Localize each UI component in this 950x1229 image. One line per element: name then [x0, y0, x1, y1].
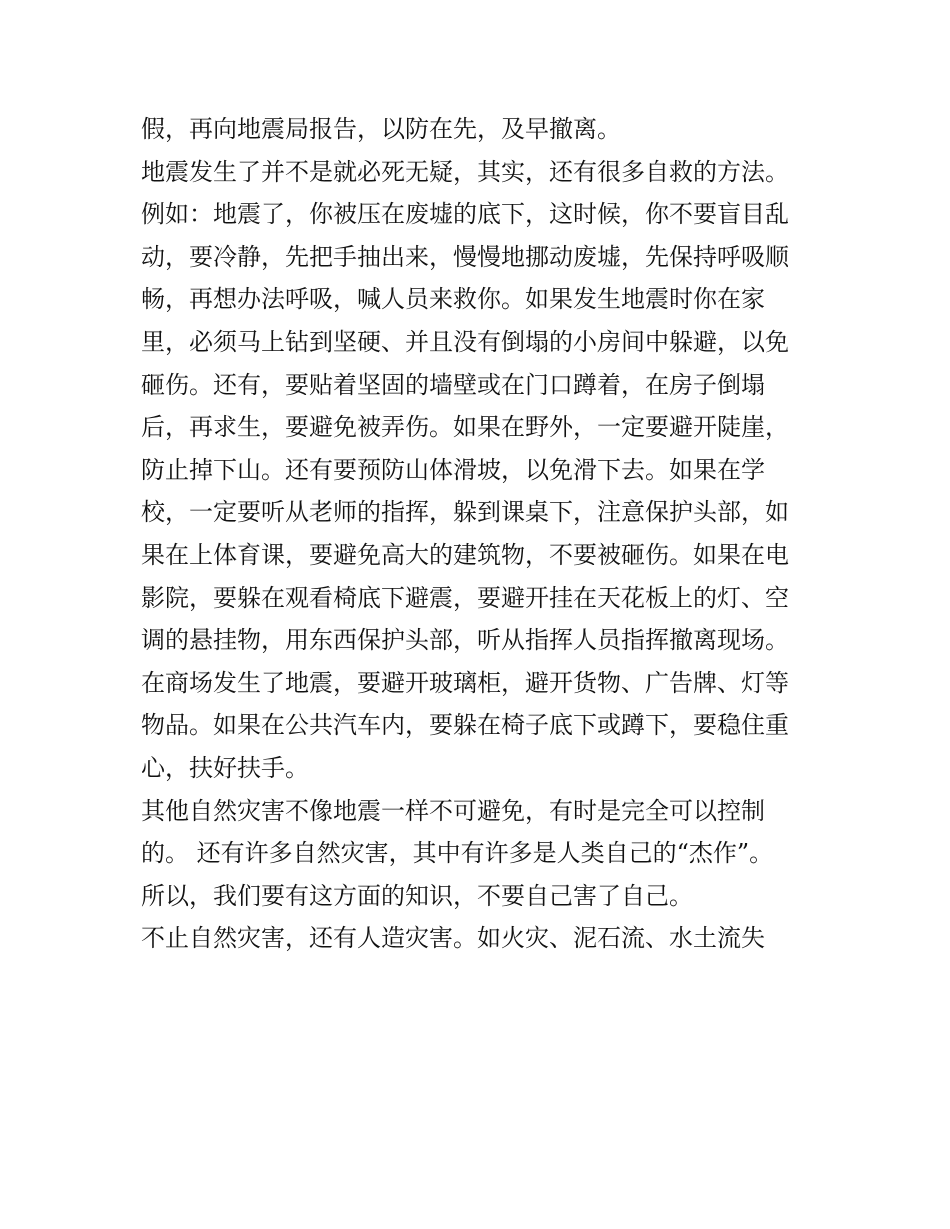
text-line: 假，再向地震局报告，以防在先，及早撤离。 [141, 115, 621, 143]
text-line: 防止掉下山。还有要预防山体滑坡，以免滑下去。如果在学 [141, 455, 765, 484]
text-line: 物品。如果在公共汽车内，要躲在椅子底下或蹲下，要稳住重 [141, 711, 789, 740]
body-text [141, 108, 821, 960]
text-line: 的。 还有许多自然灾害，其中有许多是人类自己的“杰作”。 [141, 839, 774, 868]
text-line: 在商场发生了地震，要避开玻璃柜，避开货物、广告牌、灯等 [141, 668, 789, 697]
text-line: 所以，我们要有这方面的知识，不要自己害了自己。 [141, 881, 693, 910]
text-line: 其他自然灾害不像地震一样不可避免，有时是完全可以控制 [141, 796, 765, 825]
text-line: 影院，要躲在观看椅底下避震，要避开挂在天花板上的灯、空 [141, 583, 789, 612]
text-line: 后，再求生，要避免被弄伤。如果在野外，一定要避开陡崖， [141, 413, 789, 442]
text-line: 调的悬挂物，用东西保护头部，听从指挥人员指挥撤离现场。 [141, 626, 789, 655]
text-line: 地震发生了并不是就必死无疑，其实，还有很多自救的方法。 [141, 157, 789, 186]
text-line: 校，一定要听从老师的指挥，躲到课桌下，注意保护头部，如 [141, 498, 789, 527]
text-line: 畅，再想办法呼吸，喊人员来救你。如果发生地震时你在家 [141, 285, 765, 314]
text-line: 动，要冷静，先把手抽出来，慢慢地挪动废墟，先保持呼吸顺 [141, 242, 789, 271]
text-line: 例如：地震了，你被压在废墟的底下，这时候，你不要盲目乱 [141, 200, 789, 229]
text-line: 心，扶好扶手。 [141, 753, 309, 782]
text-line: 砸伤。还有，要贴着坚固的墙壁或在门口蹲着，在房子倒塌 [141, 370, 765, 399]
text-line: 不止自然灾害，还有人造灾害。如火灾、泥石流、水土流失 [141, 924, 765, 953]
text-line: 果在上体育课，要避免高大的建筑物，不要被砸伤。如果在电 [141, 540, 789, 569]
text-line: 里，必须马上钻到坚硬、并且没有倒塌的小房间中躲避，以免 [141, 327, 789, 356]
